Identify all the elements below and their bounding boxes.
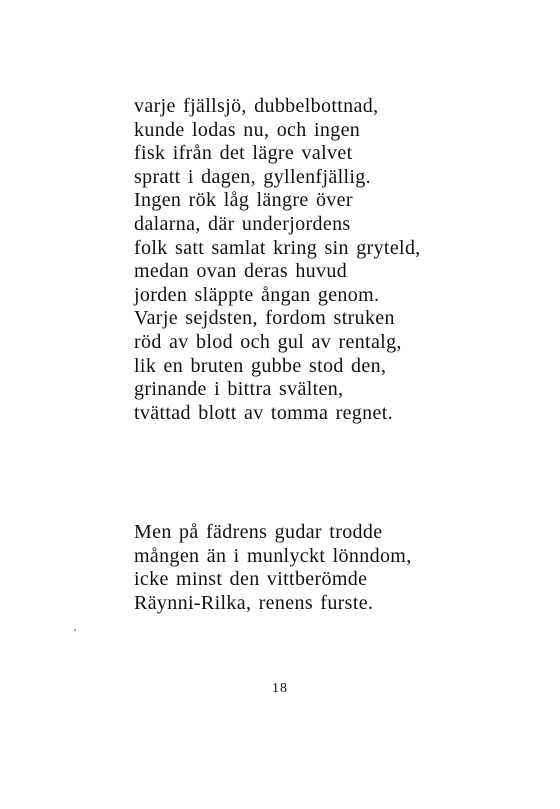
poem-line: Räynni-Rilka, renens furste. [134, 591, 374, 614]
print-speck [74, 629, 76, 631]
poem-line: Ingen rök låg längre över [134, 189, 353, 212]
poem-line: Varje sejdsten, fordom struken [134, 307, 395, 330]
poem-line: grinande i bittra svälten, [134, 378, 344, 401]
poem-stanza-1 [134, 95, 474, 425]
poem-line: Men på fädrens gudar trodde [134, 521, 383, 543]
poem-stanza-2 [134, 521, 474, 615]
poem-line: röd av blod och gul av rentalg, [134, 330, 402, 353]
poem-line: tvättad blott av tomma regnet. [134, 401, 393, 424]
poem-line: icke minst den vittberömde [134, 568, 368, 591]
poem-line: spratt i dagen, gyllenfjällig. [134, 165, 371, 188]
page-number: 18 [272, 681, 288, 696]
poem-line: fisk ifrån det lägre valvet [134, 142, 353, 165]
poem-line: medan ovan deras huvud [134, 260, 348, 283]
poem-line: folk satt samlat kring sin gryteld, [134, 236, 421, 259]
poem-line: mången än i munlyckt lönndom, [134, 544, 412, 567]
poem-line: varje fjällsjö, dubbelbottnad, [134, 95, 379, 117]
poem-line: jorden släppte ångan genom. [134, 283, 380, 306]
poem-line: lik en bruten gubbe stod den, [134, 354, 387, 377]
poem-line: dalarna, där underjordens [134, 212, 351, 235]
poem-line: kunde lodas nu, och ingen [134, 118, 361, 141]
